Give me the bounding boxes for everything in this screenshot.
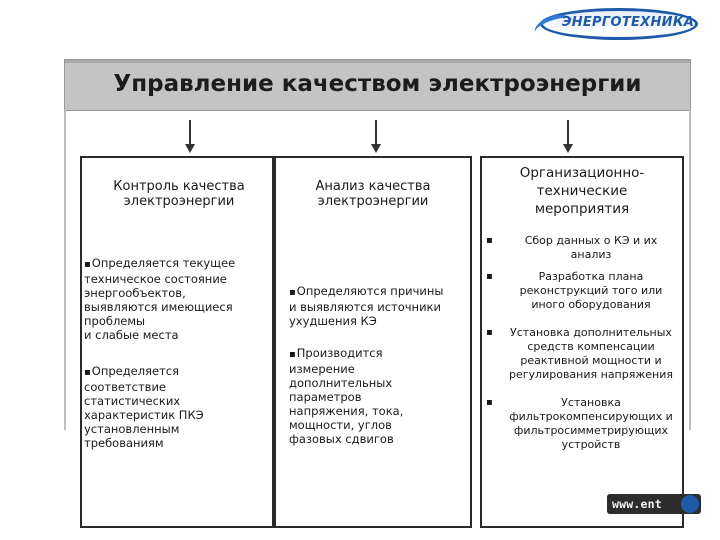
url-accent-circle — [681, 495, 699, 513]
logo-text: ЭНЕРГОТЕХНИКА — [561, 15, 695, 30]
bullet-icon: ▪ — [486, 271, 493, 282]
column-quality-control — [80, 156, 274, 528]
right-frame-line — [689, 110, 691, 430]
site-url[interactable]: www.ent — [612, 497, 662, 511]
list-item: ▪ Определяются причины и выявляются источники ухудшения КЭ — [289, 284, 469, 328]
list-item: ▪ Определяется соответствие статистических характеристик ПКЭ установленным требованиям — [84, 364, 270, 450]
list-item: ▪ Определяется текущее техническое состояние энергообъектов, выявляются имеющиеся проблемы и слабые места — [84, 256, 270, 342]
list-item: ▪ Производится измерение дополнительных параметров напряжения, тока, мощности, углов фазовых сдвигов — [289, 346, 469, 446]
bullet-icon: ▪ — [486, 235, 493, 246]
list-item: ▪ Сбор данных о КЭ и их анализ — [486, 234, 658, 261]
list-item: ▪ Разработка плана реконструкций того или иного оборудования — [486, 270, 663, 311]
company-logo — [540, 8, 700, 42]
column-heading: Контроль качества электроэнергии — [113, 179, 245, 209]
bullet-icon: ▪ — [486, 397, 493, 408]
column-heading: Организационно- технические мероприятия — [519, 165, 645, 217]
column-quality-analysis — [274, 156, 472, 528]
list-item: ▪ Установка фильтрокомпенсирующих и фильтросимметрирующих устройств — [486, 396, 673, 451]
column-heading: Анализ качества электроэнергии — [315, 179, 431, 209]
page-title: Управление качеством электроэнергии — [113, 71, 642, 97]
left-frame-line — [64, 110, 66, 430]
list-item: ▪ Установка дополнительных средств компенсации реактивной мощности и регулирования напряжения — [486, 326, 673, 381]
bullet-icon: ▪ — [486, 327, 493, 338]
